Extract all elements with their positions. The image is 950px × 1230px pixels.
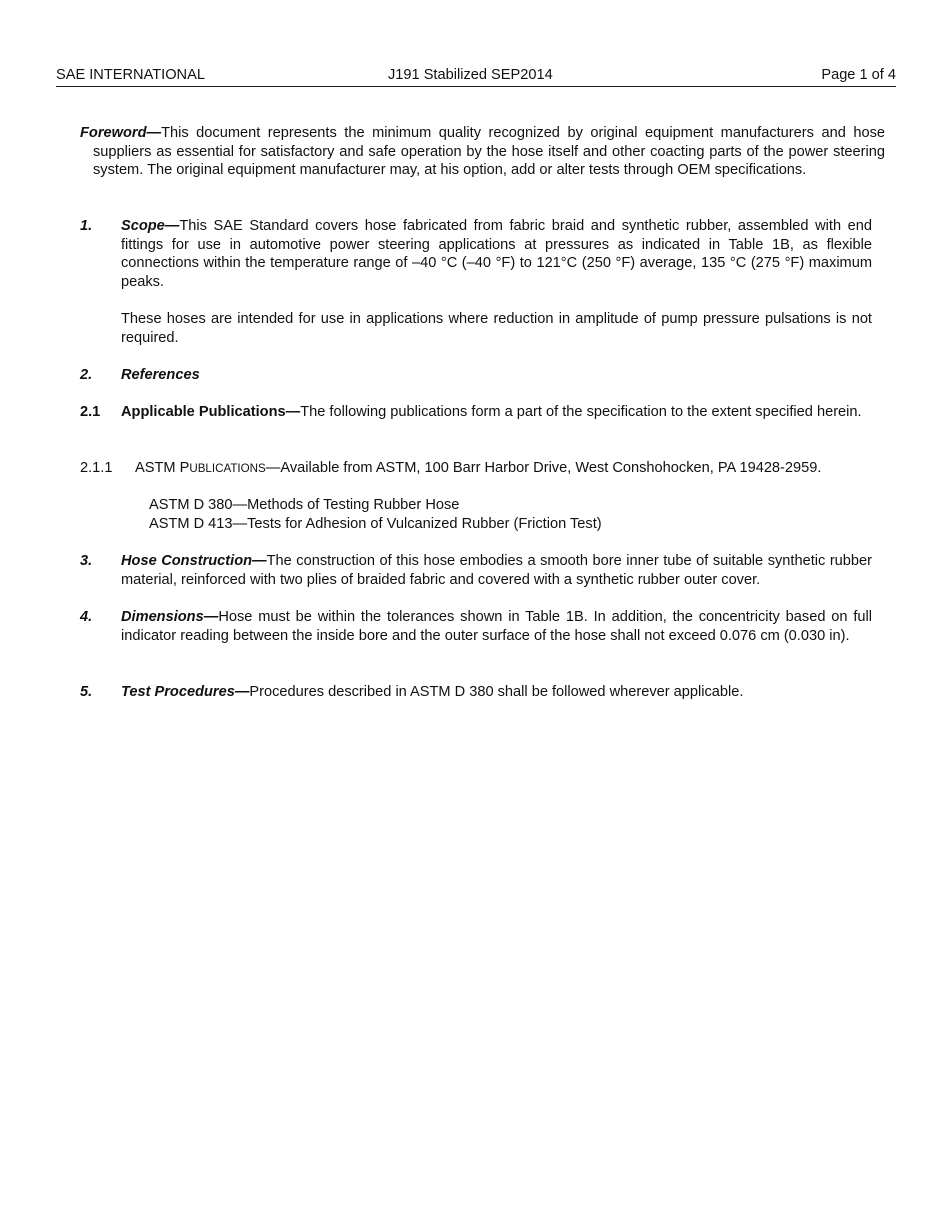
section-scope [80,217,872,291]
section-heading: Dimensions— [121,609,219,625]
section-paragraph [121,403,872,422]
header-document-id: J191 Stabilized SEP2014 [388,67,553,83]
section-scope-paragraph-2 [80,310,872,347]
section-hose-construction [80,552,872,589]
section-paragraph: These hoses are intended for use in applications where reduction in amplitude of pump pressure pulsations is not required. [121,311,872,346]
reference-item: ASTM D 380—Methods of Testing Rubber Hose [149,497,460,513]
section-number: 4. [80,609,93,625]
section-heading: Scope— [121,218,180,234]
section-number: 5. [80,684,93,700]
section-number: 2. [80,367,93,383]
section-test-procedures [80,683,872,702]
section-text: The construction of this hose embodies a smooth bore inner tube of suitable synthetic rubber material, reinforced with two plies of braided fabric and covered with a synthetic rubber outer cover. [121,553,873,588]
reference-list [149,496,602,533]
section-heading: References [121,367,200,383]
foreword-text: This document represents the minimum quality recognized by original equipment manufacturers and hose suppliers as essential for satisfactory and safe operation by the hose itself and other coacting parts of the power steering system. The original equipment manufacturer may, at his option, add or alter tests through OEM specifications. [93,125,885,179]
section-astm-publications [80,459,821,479]
section-text: Hose must be within the tolerances shown in Table 1B. In addition, the concentricity based on full indicator reading between the inside bore and the outer surface of the hose shall not exceed 0.076 cm (0.030 in). [121,609,872,644]
foreword-paragraph [80,124,885,180]
section-heading-cap: ASTM P [135,460,190,476]
section-applicable-publications [80,403,872,422]
header-organization: SAE INTERNATIONAL [56,67,205,83]
page-header [56,66,896,87]
foreword-heading: Foreword— [80,125,162,141]
section-heading: Hose Construction— [121,553,267,569]
section-paragraph [121,366,872,385]
section-paragraph [121,217,872,291]
section-references [80,366,872,385]
section-number: 2.1 [80,404,101,420]
section-heading: Test Procedures— [121,684,250,700]
section-text: —Available from ASTM, 100 Barr Harbor Drive, West Conshohocken, PA 19428-2959. [265,460,822,476]
section-number: 3. [80,553,93,569]
section-text: The following publications form a part of the specification to the extent specified herein. [300,404,862,420]
section-number: 1. [80,218,93,234]
section-heading: Applicable Publications— [121,404,301,420]
section-dimensions [80,608,872,645]
section-paragraph [121,683,872,702]
header-page-number: Page 1 of 4 [821,67,896,83]
section-heading-small-caps: UBLICATIONS [189,462,266,475]
reference-item: ASTM D 413—Tests for Adhesion of Vulcanized Rubber (Friction Test) [149,515,602,532]
section-paragraph [121,608,872,645]
section-number: 2.1.1 [80,460,113,476]
section-text: Procedures described in ASTM D 380 shall be followed wherever applicable. [249,684,744,700]
section-paragraph [121,552,872,589]
section-text: This SAE Standard covers hose fabricated from fabric braid and synthetic rubber, assembled with end fittings for use in automotive power steering applications at pressures as indicated in Table 1B, as flexible connections within the temperature range of –40 °C (–40 °F) to 121°C (250 °F) average, 135 °C (275 °F) maximum peaks. [121,218,872,290]
